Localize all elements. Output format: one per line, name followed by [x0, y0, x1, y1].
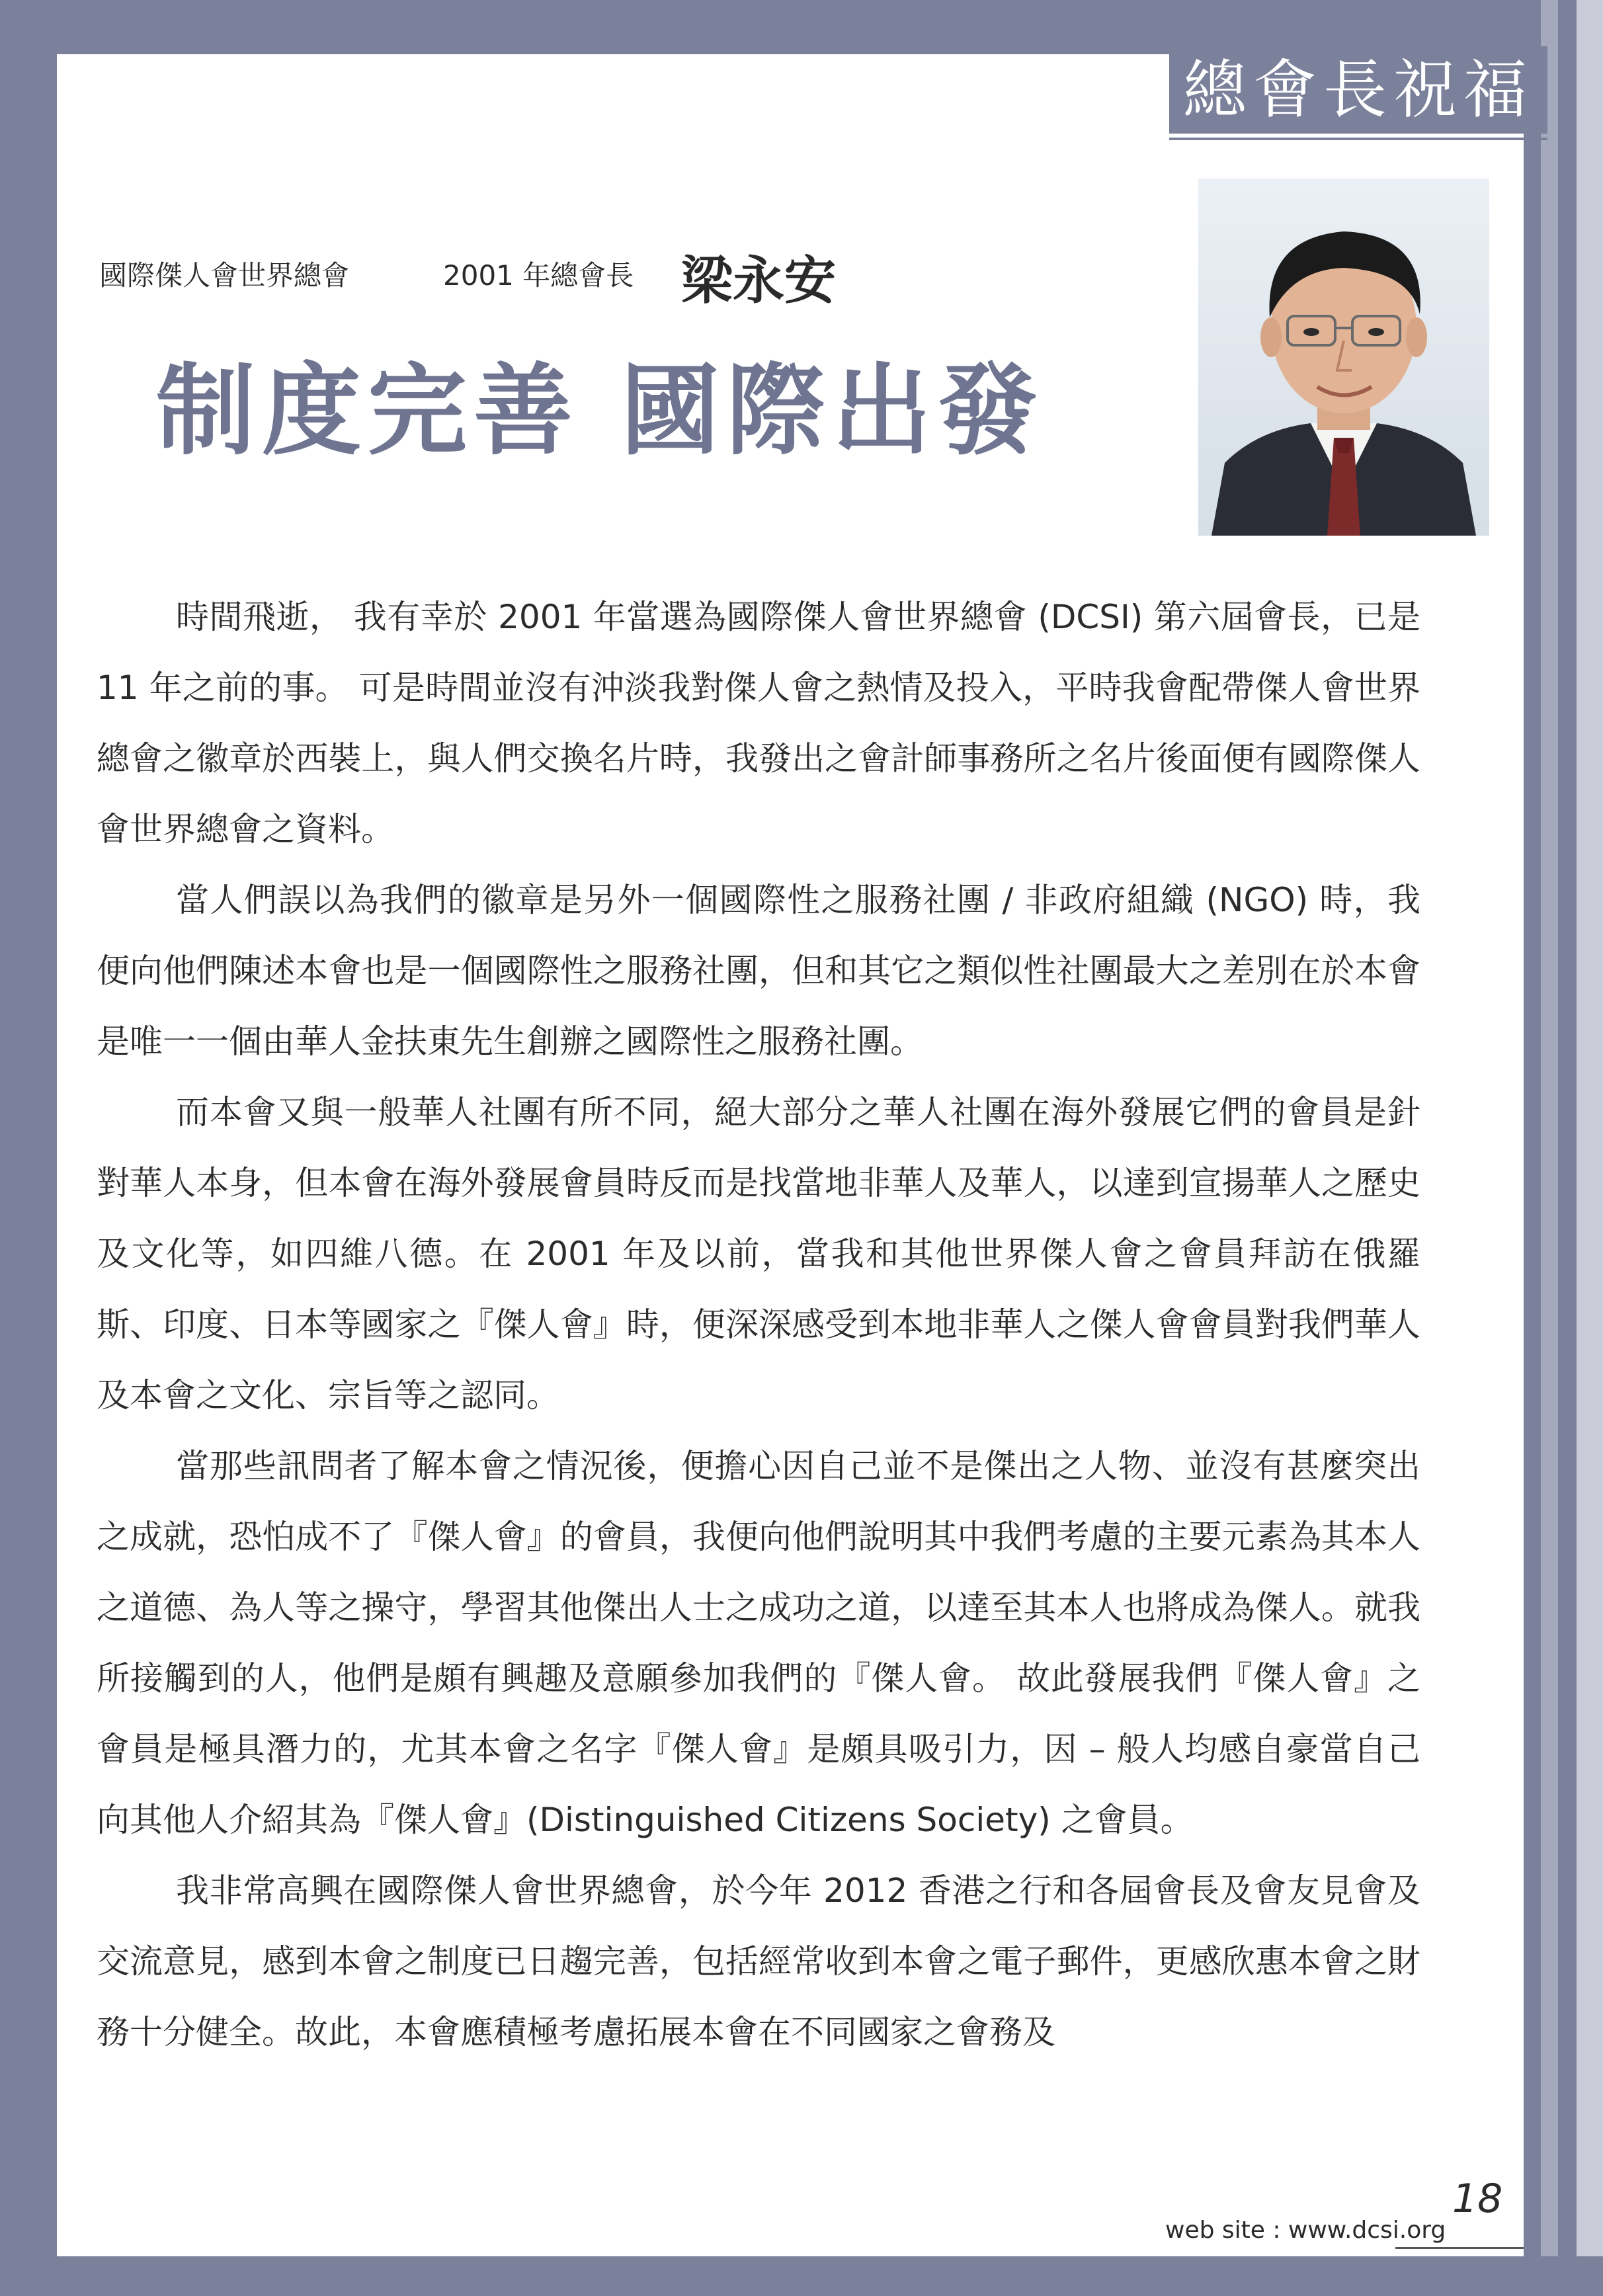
byline-organization: 國際傑人會世界總會 — [99, 259, 350, 292]
paragraph: 而本會又與一般華人社團有所不同，絕大部分之華人社團在海外發展它們的會員是針對華人本身，但本會在海外發展會員時反而是找當地非華人及華人，以達到宣揚華人之歷史及文化等，如四維八德。在 2001 年及以前，當我和其他世界傑人會之會員拜訪在俄羅斯、印度、日本等國家之『傑人會』時，便深深感受到本地非華人之傑人會會員對我們華人及本會之文化、宗旨等之認同。 — [97, 1093, 1420, 1414]
byline-name: 梁永安 — [681, 251, 837, 311]
website-link[interactable]: web site : www.dcsi.org — [1165, 2217, 1446, 2244]
page-frame-left — [0, 0, 57, 2296]
footer-rule — [1395, 2247, 1524, 2249]
section-rule — [1169, 138, 1547, 140]
portrait-illustration — [1198, 179, 1489, 536]
paragraph: 時間飛逝， 我有幸於 2001 年當選為國際傑人會世界總會 (DCSI) 第六屆會長，已是 11 年之前的事。 可是時間並沒有沖淡我對傑人會之熱情及投入，平時我會配帶傑人會世界總會之徽章於西裝上，與人們交換名片時，我發出之會計師事務所之名片後面便有國際傑人會世界總會之資料。 — [97, 598, 1420, 848]
section-title: 總會長祝福 — [1169, 46, 1547, 134]
page-frame-right-edge — [1577, 0, 1603, 2296]
article-body — [97, 582, 1420, 2156]
paragraph: 當人們誤以為我們的徽章是另外一個國際性之服務社團 / 非政府組織 (NGO) 時，我便向他們陳述本會也是一個國際性之服務社團，但和其它之類似性社團最大之差別在於本會是唯一一個由華人金扶東先生創辦之國際性之服務社團。 — [97, 881, 1420, 1061]
byline-role: 2001 年總會長 — [443, 259, 634, 292]
byline — [99, 239, 893, 311]
page-frame-right-inner — [1541, 0, 1558, 2296]
page-number: 18 — [1452, 2176, 1503, 2222]
paragraph: 當那些訊問者了解本會之情況後，便擔心因自己並不是傑出之人物、並沒有甚麼突出之成就，恐怕成不了『傑人會』的會員，我便向他們說明其中我們考慮的主要元素為其本人之道德、為人等之操守，學習其他傑出人士之成功之道，以達至其本人也將成為傑人。就我所接觸到的人，他們是頗有興趣及意願參加我們的『傑人會。 故此發展我們『傑人會』之會員是極具潛力的，尤其本會之名字『傑人會』是頗具吸引力，因 – 般人均感自豪當自己向其他人介紹其為『傑人會』(Distinguished Citizens Society) 之會員。 — [97, 1447, 1420, 1839]
article-headline: 制度完善 國際出發 — [156, 352, 1044, 469]
author-portrait — [1198, 179, 1489, 536]
page-frame-bottom — [0, 2256, 1603, 2296]
paragraph: 我非常高興在國際傑人會世界總會，於今年 2012 香港之行和各屆會長及會友見會及交流意見，感到本會之制度已日趨完善，包括經常收到本會之電子郵件，更感欣惠本會之財務十分健全。故此，本會應積極考慮拓展本會在不同國家之會務及 — [97, 1871, 1420, 2051]
